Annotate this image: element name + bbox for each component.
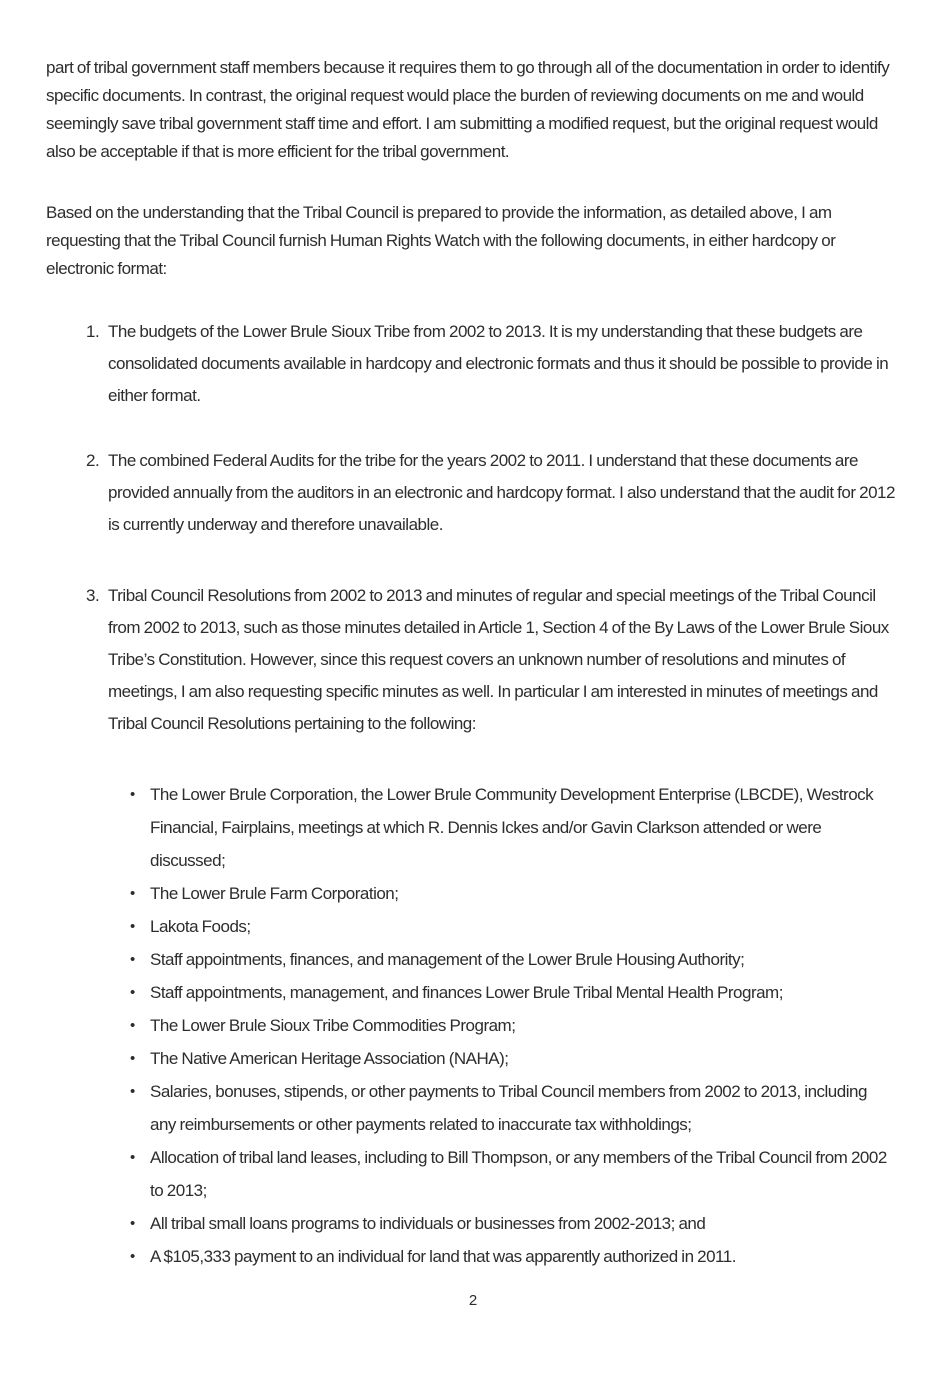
bullet-text: The Lower Brule Sioux Tribe Commodities Program; [150, 1016, 516, 1035]
item-text: The budgets of the Lower Brule Sioux Tribe from 2002 to 2013. It is my understanding that these budgets are consolidated documents available in hardcopy and electronic formats and thus it should be possible to provide in either format. [108, 322, 889, 405]
bullet-text: Staff appointments, management, and finances Lower Brule Tribal Mental Health Program; [150, 983, 783, 1002]
page-number: 2 [468, 1292, 478, 1309]
bullet-text: Allocation of tribal land leases, including to Bill Thompson, or any members of the Tribal Council from 2002 to 2013; [150, 1148, 887, 1200]
bullet-text: Staff appointments, finances, and management of the Lower Brule Housing Authority; [150, 950, 745, 969]
bullet-text: The Lower Brule Corporation, the Lower Brule Community Development Enterprise (LBCDE), Westrock Financial, Fairplains, meetings at which R. Dennis Ickes and/or Gavin Clarkson attended or were discussed; [150, 785, 874, 870]
bullet-item [46, 1207, 900, 1240]
bullet-dot-icon: • [130, 918, 135, 935]
bullet-text: A $105,333 payment to an individual for land that was apparently authorized in 2011. [150, 1247, 736, 1266]
numbered-item [46, 445, 900, 541]
bullet-item [46, 910, 900, 943]
bullet-item [46, 1009, 900, 1042]
bullet-dot-icon: • [130, 1248, 135, 1265]
bullet-text: The Lower Brule Farm Corporation; [150, 884, 399, 903]
bullet-item [46, 877, 900, 910]
bullet-dot-icon: • [130, 1215, 135, 1232]
item-number: 2. [86, 451, 100, 470]
item-text: The combined Federal Audits for the tribe for the years 2002 to 2011. I understand that these documents are provided annually from the auditors in an electronic and hardcopy format. I also understand that the audit for 2012 is currently underway and therefore unavailable. [108, 451, 895, 534]
numbered-item [46, 580, 900, 740]
bullet-text: All tribal small loans programs to individuals or businesses from 2002-2013; and [150, 1214, 706, 1233]
numbered-item [46, 316, 900, 412]
bullet-dot-icon: • [130, 1017, 135, 1034]
body-paragraph: part of tribal government staff members because it requires them to go through all of the documentation in order to identify specific documents. In contrast, the original request would place the burden of reviewing documents on me and would seemingly save tribal government staff time and effort. I am submitting a modified request, but the original request would also be acceptable if that is more efficient for the tribal government. [46, 58, 890, 161]
item-text: Tribal Council Resolutions from 2002 to 2013 and minutes of regular and special meetings of the Tribal Council from 2002 to 2013, such as those minutes detailed in Article 1, Section 4 of the By Laws of the Lower Brule Sioux Tribe’s Constitution. However, since this request covers an unknown number of resolutions and minutes of meetings, I am also requesting specific minutes as well. In particular I am interested in minutes of meetings and Tribal Council Resolutions pertaining to the following: [108, 586, 889, 733]
bullet-item [46, 943, 900, 976]
bullet-item [46, 778, 900, 877]
bullet-dot-icon: • [130, 786, 135, 803]
bullet-dot-icon: • [130, 984, 135, 1001]
bullet-dot-icon: • [130, 1149, 135, 1166]
bullet-dot-icon: • [130, 1050, 135, 1067]
bullet-dot-icon: • [130, 1083, 135, 1100]
bullet-item [46, 1240, 900, 1273]
bullet-text: Lakota Foods; [150, 917, 251, 936]
bullet-item [46, 1141, 900, 1207]
bullet-text: Salaries, bonuses, stipends, or other payments to Tribal Council members from 2002 to 2013, including any reimbursements or other payments related to inaccurate tax withholdings; [150, 1082, 867, 1134]
document-content [46, 0, 900, 1273]
item-number: 3. [86, 586, 100, 605]
bullet-dot-icon: • [130, 951, 135, 968]
bullet-text: The Native American Heritage Association (NAHA); [150, 1049, 509, 1068]
bullet-dot-icon: • [130, 885, 135, 902]
bullet-item [46, 1042, 900, 1075]
item-number: 1. [86, 322, 100, 341]
body-paragraph: Based on the understanding that the Tribal Council is prepared to provide the information, as detailed above, I am requesting that the Tribal Council furnish Human Rights Watch with the following documents, in either hardcopy or electronic format: [46, 203, 836, 278]
bullet-list [46, 778, 900, 1273]
bullet-item [46, 976, 900, 1009]
numbered-list [46, 316, 900, 740]
bullet-item [46, 1075, 900, 1141]
